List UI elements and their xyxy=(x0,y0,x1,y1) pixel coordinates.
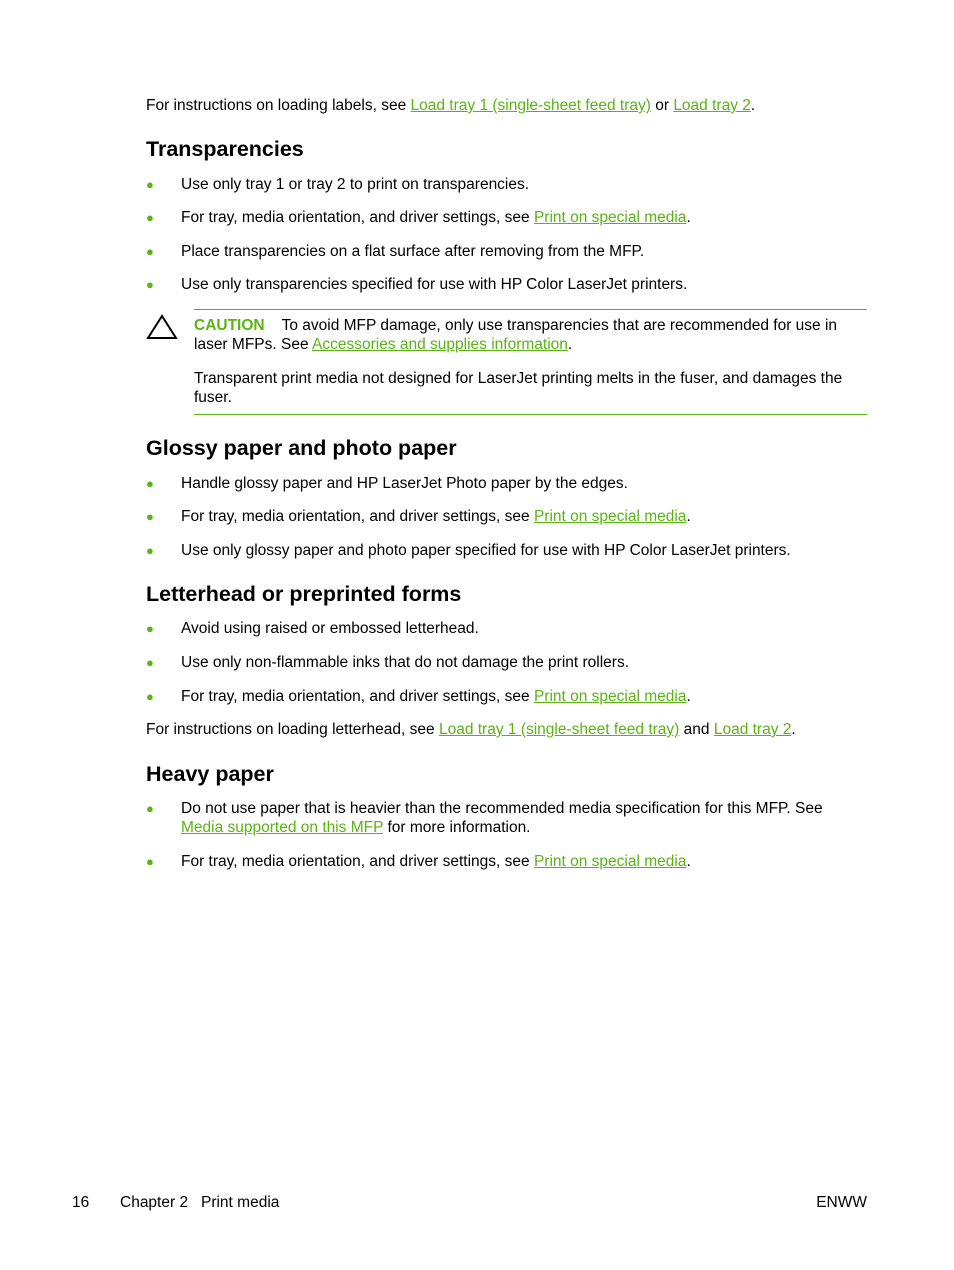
print-on-special-media-link[interactable]: Print on special media xyxy=(533,688,687,705)
caution-line-1 xyxy=(194,316,867,335)
caution-text: To avoid MFP damage, only use transparencies that are recommended for use in xyxy=(281,317,838,334)
bullet-dot-icon: ● xyxy=(146,210,154,225)
list-item xyxy=(146,799,868,837)
caution-text-post: . xyxy=(567,336,573,353)
print-on-special-media-link[interactable]: Print on special media xyxy=(533,508,687,525)
intro-period: . xyxy=(750,97,756,114)
bullet-dot-icon: ● xyxy=(146,621,154,636)
list-item-text-post: . xyxy=(686,508,691,525)
load-tray-1-link[interactable]: Load tray 1 (single-sheet feed tray) xyxy=(410,97,651,114)
list-item-text: Do not use paper that is heavier than the recommended media specification for this MFP. See xyxy=(181,800,823,817)
media-supported-link[interactable]: Media supported on this MFP xyxy=(181,819,384,836)
caution-paragraph-line-1: Transparent print media not designed for LaserJet printing melts in the fuser, and damages the xyxy=(194,370,843,387)
caution-top-rule xyxy=(194,309,867,310)
letterhead-paragraph-connector: and xyxy=(679,721,714,738)
bullet-dot-icon: ● xyxy=(146,689,154,704)
footer-locale: ENWW xyxy=(816,1194,867,1211)
bullet-dot-icon: ● xyxy=(146,244,154,259)
list-item-text: Use only non-flammable inks that do not damage the print rollers. xyxy=(181,654,630,671)
print-on-special-media-link[interactable]: Print on special media xyxy=(533,853,687,870)
list-item-text: Handle glossy paper and HP LaserJet Photo paper by the edges. xyxy=(181,475,628,492)
bullet-dot-icon: ● xyxy=(146,509,154,524)
list-item-text-line-2 xyxy=(181,818,871,837)
bullet-dot-icon: ● xyxy=(146,854,154,869)
list-item-text-post: for more information. xyxy=(383,819,531,836)
load-tray-1-link[interactable]: Load tray 1 (single-sheet feed tray) xyxy=(438,721,680,738)
bullet-dot-icon: ● xyxy=(146,655,154,670)
list-item-text xyxy=(181,507,871,526)
bullet-dot-icon: ● xyxy=(146,277,154,292)
transparencies-heading: Transparencies xyxy=(146,137,304,161)
heavy-paper-heading: Heavy paper xyxy=(146,762,274,786)
list-item-text: Avoid using raised or embossed letterhead. xyxy=(181,620,479,637)
intro-connector: or xyxy=(650,97,674,114)
bullet-dot-icon: ● xyxy=(146,177,154,192)
list-item-text-pre: For tray, media orientation, and driver settings, see xyxy=(181,853,534,870)
list-item-text-post: . xyxy=(686,209,691,226)
intro-text: For instructions on loading labels, see xyxy=(146,97,411,114)
list-item-text xyxy=(181,208,871,227)
list-item-text: Use only tray 1 or tray 2 to print on transparencies. xyxy=(181,176,530,193)
list-item-text: Place transparencies on a flat surface after removing from the MFP. xyxy=(181,243,645,260)
page-number: 16 xyxy=(72,1194,90,1211)
caution-paragraph-line-2: fuser. xyxy=(194,389,232,406)
print-on-special-media-link[interactable]: Print on special media xyxy=(533,209,687,226)
list-item-text-pre: For tray, media orientation, and driver settings, see xyxy=(181,508,534,525)
bullet-dot-icon: ● xyxy=(146,476,154,491)
list-item-text-pre: For tray, media orientation, and driver settings, see xyxy=(181,688,534,705)
caution-triangle-icon xyxy=(146,314,178,340)
caution-text-pre: laser MFPs. See xyxy=(194,336,313,353)
letterhead-paragraph-period: . xyxy=(791,721,796,738)
list-item-text-post: . xyxy=(686,853,691,870)
letterhead-paragraph xyxy=(146,720,868,739)
caution-bottom-rule xyxy=(194,414,867,415)
intro-paragraph xyxy=(146,96,868,115)
accessories-and-supplies-link[interactable]: Accessories and supplies information xyxy=(312,336,568,353)
list-item-text-pre: For tray, media orientation, and driver settings, see xyxy=(181,209,534,226)
caution-label: CAUTION xyxy=(194,317,265,334)
glossy-heading: Glossy paper and photo paper xyxy=(146,436,457,460)
bullet-dot-icon: ● xyxy=(146,801,154,816)
load-tray-2-link[interactable]: Load tray 2 xyxy=(713,721,792,738)
list-item-text: Use only glossy paper and photo paper specified for use with HP Color LaserJet printers. xyxy=(181,542,791,559)
load-tray-2-link[interactable]: Load tray 2 xyxy=(673,97,751,114)
list-item-text xyxy=(181,852,871,871)
list-item-text xyxy=(181,687,871,706)
letterhead-paragraph-text: For instructions on loading letterhead, see xyxy=(146,721,439,738)
chapter-title: Chapter 2 Print media xyxy=(120,1194,280,1211)
caution-line-2 xyxy=(194,335,867,354)
bullet-dot-icon: ● xyxy=(146,543,154,558)
letterhead-heading: Letterhead or preprinted forms xyxy=(146,582,462,606)
list-item-text-post: . xyxy=(686,688,691,705)
list-item-text: Use only transparencies specified for use with HP Color LaserJet printers. xyxy=(181,276,688,293)
